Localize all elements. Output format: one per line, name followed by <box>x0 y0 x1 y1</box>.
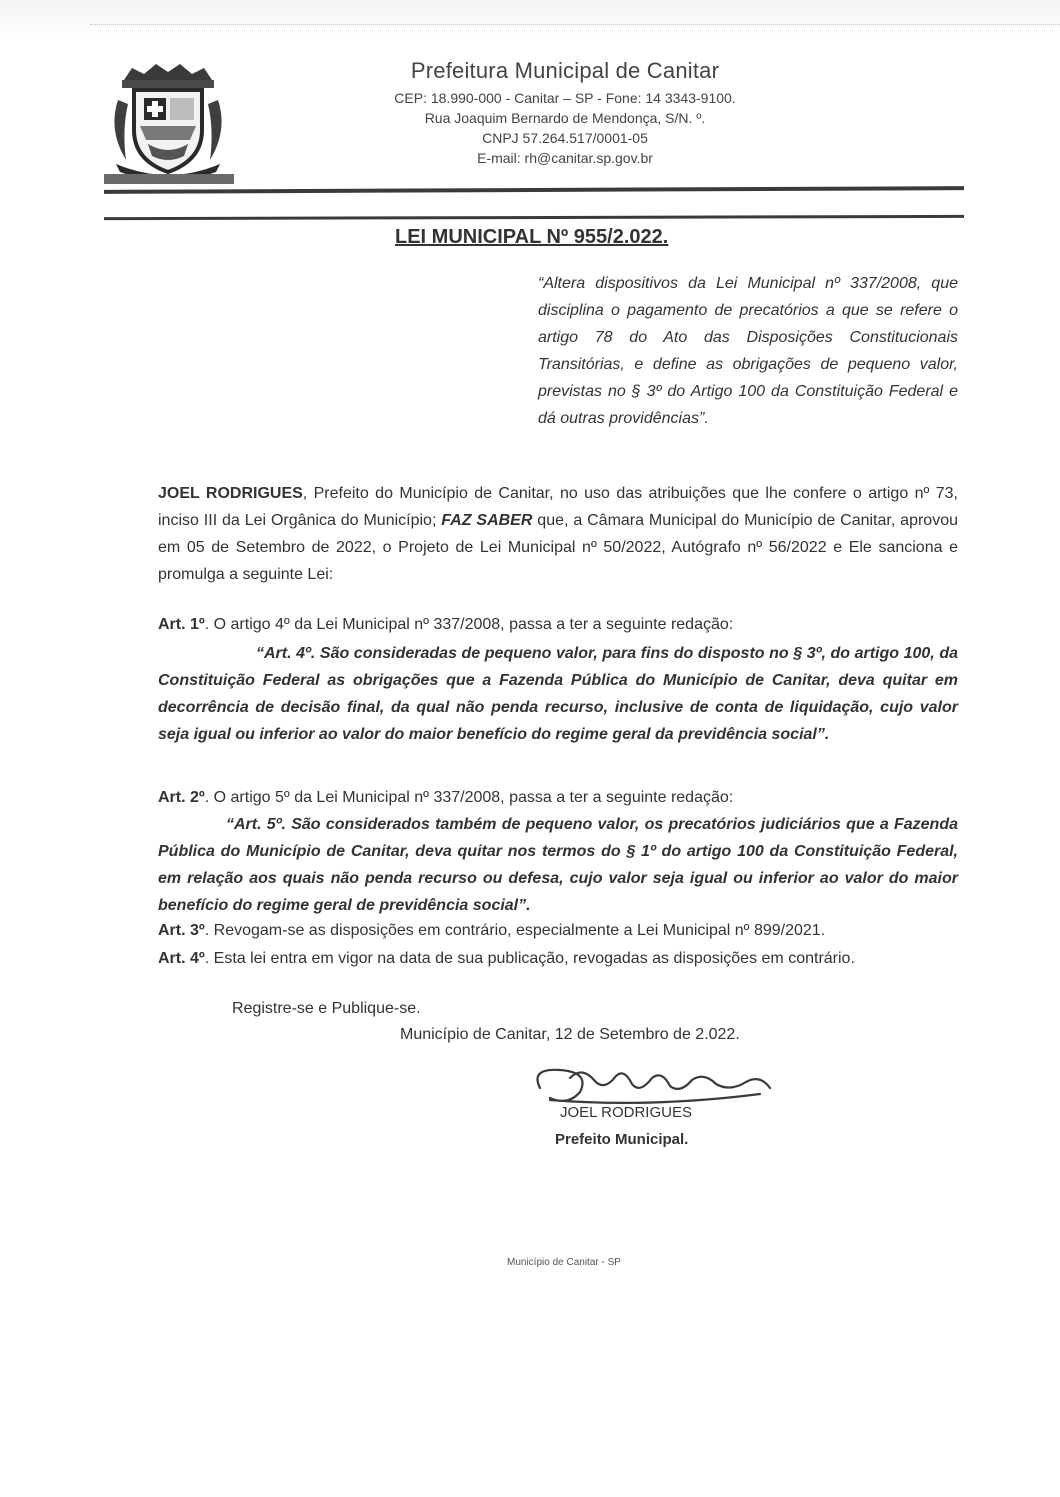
article-3 <box>158 917 958 944</box>
article-1-text: . O artigo 4º da Lei Municipal nº 337/2008, passa a ter a seguinte redação: <box>204 616 734 633</box>
letterhead-cnpj: CNPJ 57.264.517/0001-05 <box>482 130 648 146</box>
municipal-coat-of-arms-icon <box>104 60 232 184</box>
place-and-date: Município de Canitar, 12 de Setembro de 2.022. <box>400 1026 740 1043</box>
signer-role: Prefeito Municipal. <box>555 1131 689 1148</box>
preamble-text-2: que, a Câmara Municipal do Município de Canitar, aprovou em 05 de Setembro de 2022, o Projeto de Lei Municipal nº 50/2022, Autógrafo nº 56/2022 e Ele sanciona e promulga a seguinte Lei: <box>158 512 958 583</box>
article-2-label: Art. 2º <box>158 789 205 806</box>
article-4-label: Art. 4º <box>158 950 205 967</box>
preamble-paragraph <box>158 480 958 588</box>
article-3-text: . Revogam-se as disposições em contrário, especialmente a Lei Municipal nº 899/2021. <box>204 922 826 939</box>
article-2-text: . O artigo 5º da Lei Municipal nº 337/2008, passa a ter a seguinte redação: <box>204 789 734 806</box>
article-1-quote <box>158 640 958 748</box>
article-1-label: Art. 1º <box>158 616 205 633</box>
article-4 <box>158 945 958 972</box>
article-2-quote-text: . São considerados também de pequeno valor, os precatórios judiciários que a Fazenda Pública do Município de Canitar, deva quitar nos termos do § 1º do artigo 100 da Constituição Federal, em relação aos quais não penda recurso ou defesa, cujo valor seja igual ou inferior ao valor do maior benefício do regime geral de previdência social”. <box>158 816 958 914</box>
preamble-text-1: , Prefeito do Município de Canitar, no uso das atribuições que lhe confere o artigo nº 73, inciso III da Lei Orgânica do Município; <box>158 485 958 529</box>
letterhead-title: Prefeitura Municipal de Canitar <box>410 58 720 83</box>
article-3-label: Art. 3º <box>158 922 205 939</box>
article-1-quote-label: “Art. 4º <box>256 645 311 662</box>
faz-saber: FAZ SABER <box>441 512 533 529</box>
article-4-text: . Esta lei entra em vigor na data de sua publicação, revogadas as disposições em contrário. <box>204 950 855 967</box>
law-title: LEI MUNICIPAL Nº 955/2.022. <box>395 226 669 248</box>
page-footer: Município de Canitar - SP <box>507 1257 621 1268</box>
register-publish: Registre-se e Publique-se. <box>232 1000 421 1017</box>
article-2 <box>158 784 958 811</box>
letterhead-address: Rua Joaquim Bernardo de Mendonça, S/N. º. <box>424 110 706 126</box>
header-divider-top <box>104 186 964 194</box>
article-2-quote <box>158 811 958 919</box>
article-2-quote-label: “Art. 5º <box>226 816 282 833</box>
scan-top-edge <box>0 0 1060 38</box>
mayor-name: JOEL RODRIGUES <box>158 485 303 502</box>
article-1-quote-text: . São consideradas de pequeno valor, para fins do disposto no § 3º, do artigo 100, da Constituição Federal as obrigações que a Fazenda Pública do Município de Canitar, deva quitar em decorrência de decisão final, da qual não penda recurso, inclusive de conta de liquidação, cujo valor seja igual ou inferior ao valor do maior benefício do regime geral da previdência social”. <box>158 645 958 743</box>
law-summary: “Altera dispositivos da Lei Municipal nº 337/2008, que disciplina o pagamento de precatórios a que se refere o artigo 78 do Ato das Disposições Constitucionais Transitórias, e define as obrigações de pequeno valor, previstas no § 3º do Artigo 100 da Constituição Federal e dá outras providências”. <box>538 275 958 427</box>
crest-base-bar <box>104 174 234 184</box>
handwritten-signature-icon <box>520 1058 780 1108</box>
article-1 <box>158 611 958 638</box>
header-divider-bottom <box>104 215 964 220</box>
letterhead-cep-phone: CEP: 18.990-000 - Canitar – SP - Fone: 14 3343-9100. <box>394 90 736 106</box>
letterhead-email: E-mail: rh@canitar.sp.gov.br <box>477 150 653 166</box>
signer-name: JOEL RODRIGUES <box>560 1104 692 1121</box>
letterhead <box>355 58 775 168</box>
